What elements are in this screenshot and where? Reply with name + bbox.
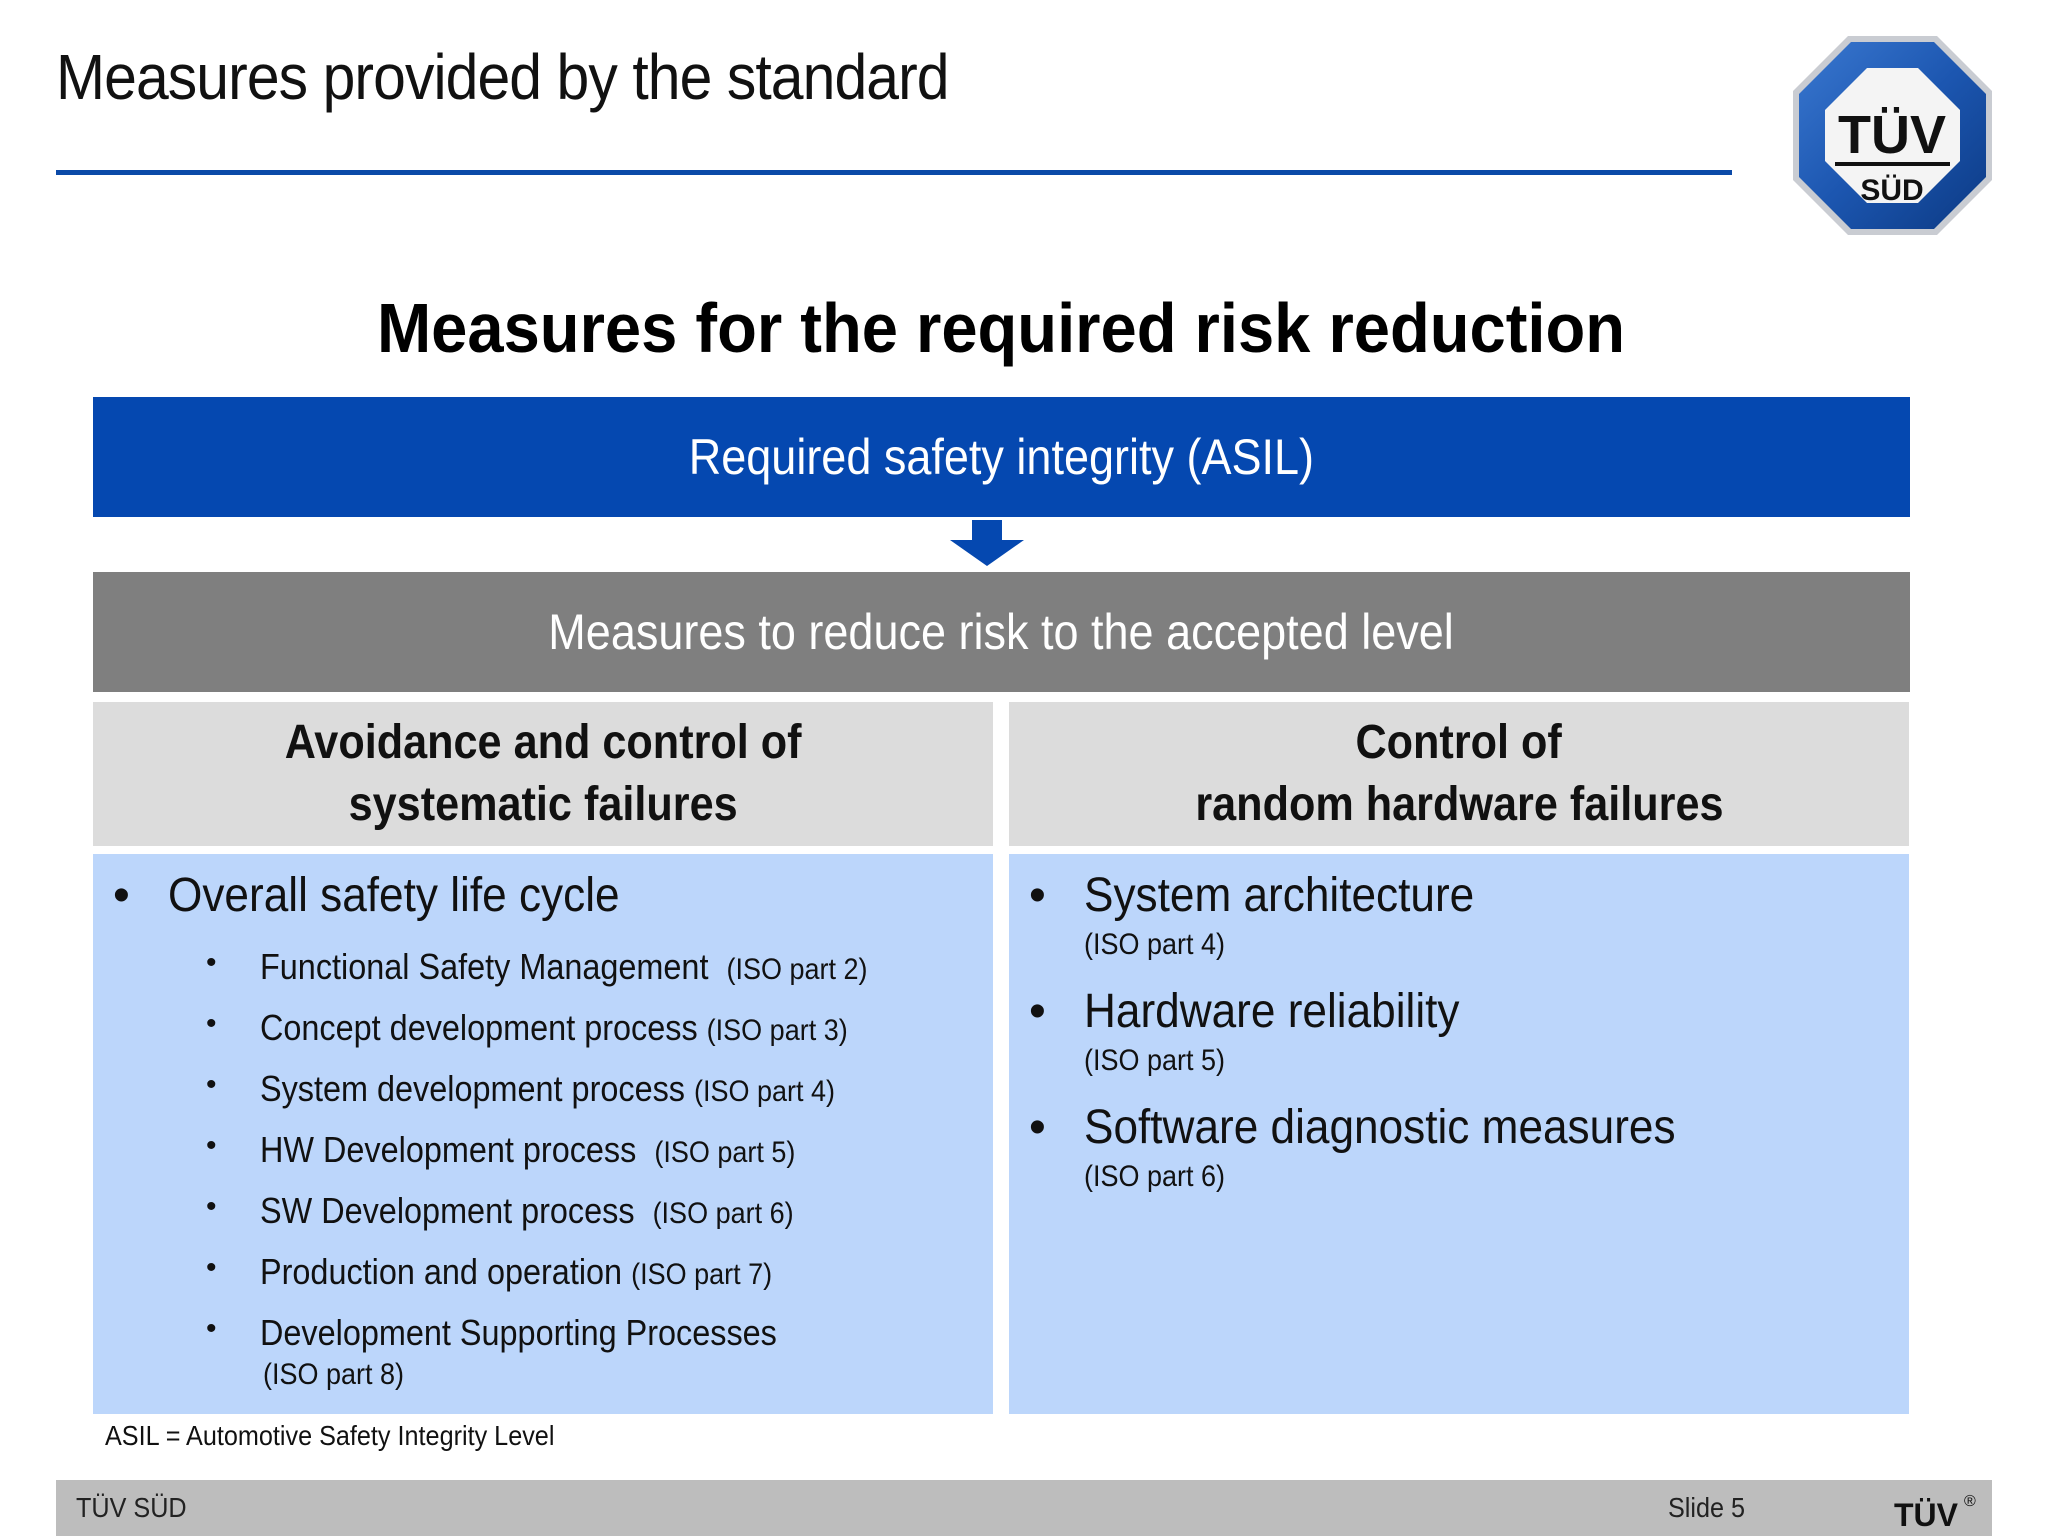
left-column-heading	[93, 702, 993, 846]
item-text: Functional Safety Management	[260, 946, 709, 987]
svg-text:SÜD: SÜD	[1860, 174, 1924, 207]
headline: Measures for the required risk reduction	[376, 289, 1626, 367]
risk-measures-label: Measures to reduce risk to the accepted level	[548, 604, 1455, 660]
iso-reference: (ISO part 5)	[654, 1136, 796, 1169]
item-text: HW Development process	[260, 1129, 637, 1170]
asil-band-label: Required safety integrity (ASIL)	[688, 429, 1315, 485]
bullet-icon: •	[206, 1190, 217, 1223]
item-text: Development Supporting Processes	[260, 1312, 777, 1353]
iso-reference: (ISO part 8)	[263, 1358, 405, 1391]
tuv-sud-logo-icon	[1785, 28, 2000, 243]
risk-measures-band	[93, 572, 1910, 692]
right-heading-line1: Control of	[1355, 716, 1563, 769]
bullet-icon: •	[206, 1312, 217, 1345]
right-column-body	[1009, 854, 1909, 1414]
item-text: System development process	[260, 1068, 685, 1109]
iso-reference: (ISO part 4)	[1084, 928, 1226, 961]
main-bullet-text: Overall safety life cycle	[168, 869, 620, 922]
down-arrow-icon	[950, 520, 1024, 566]
bullet-icon: •	[113, 869, 130, 922]
main-bullet-text: System architecture	[1084, 869, 1475, 922]
bullet-icon: •	[206, 1007, 217, 1040]
svg-text:®: ®	[1964, 1493, 1976, 1510]
footer-organization: TÜV SÜD	[76, 1492, 187, 1523]
bullet-icon: •	[206, 1129, 217, 1162]
right-column-heading	[1009, 702, 1909, 846]
iso-reference: (ISO part 6)	[652, 1197, 794, 1230]
iso-reference: (ISO part 6)	[1084, 1160, 1226, 1193]
bullet-icon: •	[1029, 869, 1046, 922]
bullet-icon: •	[206, 946, 217, 979]
left-column-body	[93, 854, 993, 1414]
bullet-icon: •	[206, 1251, 217, 1284]
svg-text:TÜV: TÜV	[1838, 105, 1946, 165]
iso-reference: (ISO part 3)	[706, 1014, 848, 1047]
main-bullet-text: Software diagnostic measures	[1084, 1101, 1676, 1154]
asil-band	[93, 397, 1910, 517]
right-heading-line2: random hardware failures	[1194, 778, 1724, 831]
slide-number: Slide 5	[1668, 1492, 1746, 1523]
item-text: SW Development process	[260, 1190, 635, 1231]
bullet-icon: •	[206, 1068, 217, 1101]
iso-reference: (ISO part 4)	[694, 1075, 836, 1108]
title-divider	[56, 170, 1732, 175]
main-bullet-text: Hardware reliability	[1084, 985, 1460, 1038]
iso-reference: (ISO part 2)	[726, 953, 868, 986]
bullet-icon: •	[1029, 985, 1046, 1038]
iso-reference: (ISO part 7)	[631, 1258, 773, 1291]
tuv-footer-logo-icon	[1894, 1486, 1978, 1534]
footer-bar	[56, 1480, 1992, 1536]
footnote: ASIL = Automotive Safety Integrity Level	[105, 1420, 555, 1451]
iso-reference: (ISO part 5)	[1084, 1044, 1226, 1077]
svg-text:TÜV: TÜV	[1894, 1497, 1958, 1533]
left-heading-line1: Avoidance and control of	[284, 716, 802, 769]
left-heading-line2: systematic failures	[348, 778, 738, 831]
bullet-icon: •	[1029, 1101, 1046, 1154]
item-text: Production and operation	[260, 1251, 623, 1292]
slide-title: Measures provided by the standard	[56, 41, 949, 113]
item-text: Concept development process	[260, 1007, 698, 1048]
